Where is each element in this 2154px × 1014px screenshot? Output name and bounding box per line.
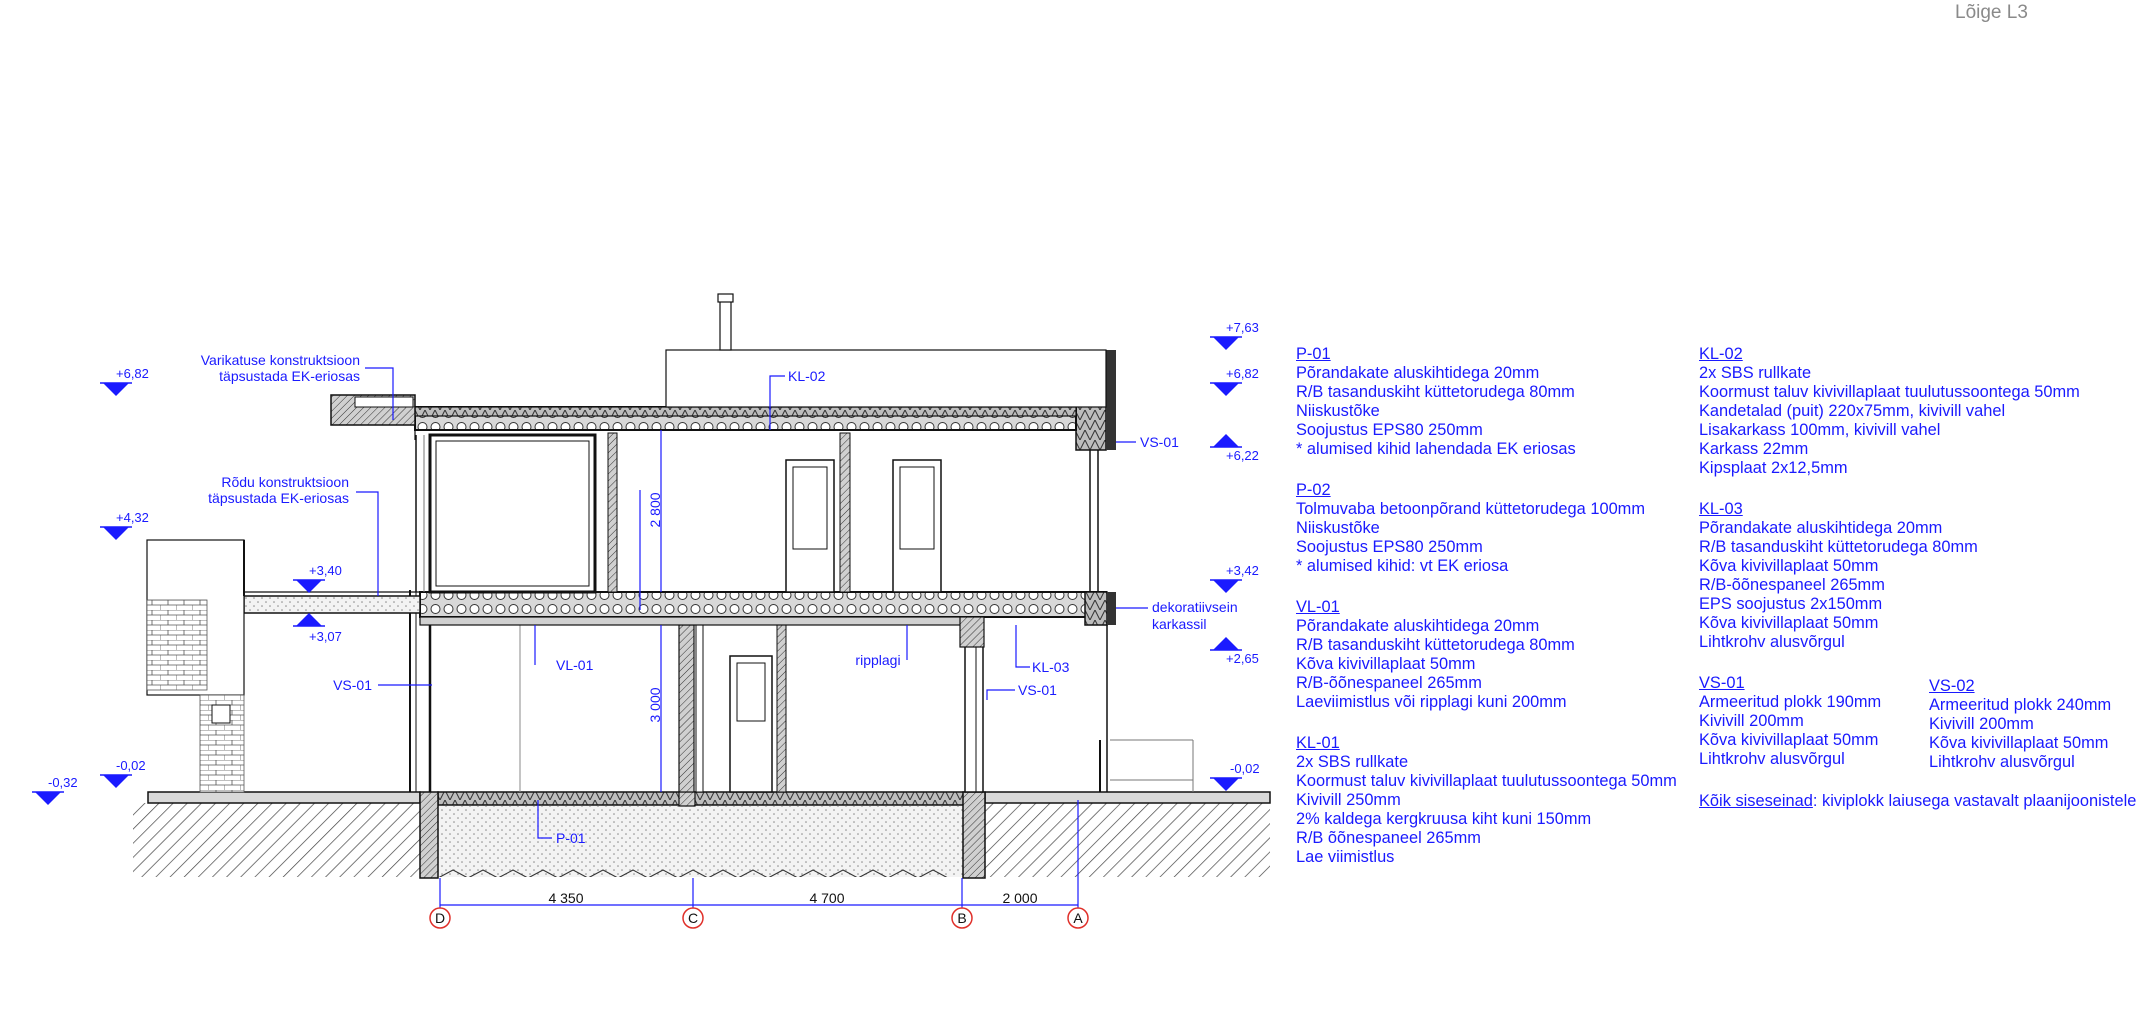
- dim-height-lower: 3 000: [647, 687, 663, 723]
- spec-block-kl-03: [1699, 500, 2080, 652]
- svg-text:D: D: [434, 910, 446, 926]
- callout-decor-1: dekoratiivsein: [1152, 599, 1238, 615]
- spec-line: Kõva kivivillaplaat 50mm: [1699, 731, 1879, 749]
- spec-line: * alumised kihid: vt EK eriosa: [1296, 557, 1509, 575]
- exterior-paving-left: [148, 792, 420, 803]
- spec-line: Koormust taluv kivivillaplaat tuulutussoontega 50mm: [1699, 383, 2080, 401]
- svg-text:-0,32: -0,32: [48, 775, 78, 790]
- balcony-slab: [244, 596, 420, 613]
- spec-line: Kivivill 250mm: [1296, 791, 1401, 809]
- grid-axis-b: [952, 908, 972, 928]
- grid-axis-a: [1068, 908, 1088, 928]
- ground-slab-p01: [438, 792, 964, 805]
- spec-line: R/B tasanduskiht küttetorudega 80mm: [1699, 538, 1978, 556]
- spec-line: R/B tasanduskiht küttetorudega 80mm: [1296, 636, 1575, 654]
- svg-text:-0,02: -0,02: [1230, 761, 1260, 776]
- spec-code: P-01: [1296, 345, 1331, 363]
- elevation-marker-763: [1210, 320, 1259, 350]
- spec-line: Põrandakate aluskihtidega 20mm: [1296, 364, 1540, 382]
- spec-line: Kivivill 200mm: [1929, 715, 2034, 733]
- svg-text:+6,82: +6,82: [1226, 366, 1259, 381]
- spec-column-1: [1296, 345, 1677, 889]
- dim-span-dc: 4 350: [548, 890, 584, 906]
- callout-decor-2: karkassil: [1152, 616, 1207, 632]
- spec-line: Soojustus EPS80 250mm: [1296, 421, 1483, 439]
- elevation-marker-balcony-340: [293, 563, 342, 593]
- spec-line: Lae viimistlus: [1296, 848, 1395, 866]
- spec-line: Laeviimistlus või ripplagi kuni 200mm: [1296, 693, 1567, 711]
- decor-wall-top: [1106, 350, 1116, 450]
- svg-text:+2,65: +2,65: [1226, 651, 1259, 666]
- svg-text:+3,42: +3,42: [1226, 563, 1259, 578]
- spec-line: Kandetalad (puit) 220x75mm, kivivill vahel: [1699, 402, 2006, 420]
- elevation-marker-342: [1210, 563, 1259, 593]
- spec-code: VS-02: [1929, 677, 1975, 695]
- dim-span-ba: 2 000: [1002, 890, 1038, 906]
- sheet-title: Lõige L3: [1955, 2, 2028, 23]
- elevation-marker-left-682: [100, 366, 149, 396]
- callout-canopy-1: Varikatuse konstruktsioon: [200, 352, 360, 368]
- spec-line: Kipsplaat 2x12,5mm: [1699, 459, 1848, 477]
- spec-line: Koormust taluv kivivillaplaat tuulutussoontega 50mm: [1296, 772, 1677, 790]
- elevation-marker-left-002: [100, 758, 146, 788]
- callout-vl01: VL-01: [556, 657, 594, 673]
- elevation-marker-left-032: [32, 775, 78, 805]
- ceiling-ripplagi: [420, 617, 980, 625]
- beam-b: [960, 617, 984, 647]
- spec-line: 2x SBS rullkate: [1296, 753, 1409, 771]
- spec-code: P-02: [1296, 481, 1331, 499]
- wall-upper-1: [608, 433, 617, 592]
- spec-line: R/B tasanduskiht küttetorudega 80mm: [1296, 383, 1575, 401]
- spec-column-3: [1929, 677, 2111, 794]
- svg-text:C: C: [687, 910, 699, 926]
- roof-insulation: [415, 407, 1076, 416]
- dim-span-cb: 4 700: [809, 890, 845, 906]
- callout-kl03: KL-03: [1032, 659, 1070, 675]
- callout-kl02: KL-02: [788, 368, 826, 384]
- svg-text:B: B: [957, 910, 967, 926]
- callout-balcony-2: täpsustada EK-eriosas: [208, 490, 349, 506]
- ground-hatch: [133, 803, 1270, 878]
- floor-slab-vl01: [420, 592, 1106, 617]
- kl03-insulation: [1085, 592, 1107, 625]
- chimney: [720, 300, 731, 350]
- spec-code: KL-02: [1699, 345, 1743, 363]
- spec-block-vl-01: [1296, 598, 1677, 712]
- elevation-marker-622: [1210, 434, 1259, 463]
- spec-line: Niiskustõke: [1296, 402, 1380, 420]
- callout-ripplagi: ripplagi: [855, 652, 901, 668]
- elevation-marker-balcony-307: [293, 613, 342, 644]
- spec-line: Lihtkrohv alusvõrgul: [1699, 750, 1845, 768]
- spec-block-kl-01: [1296, 734, 1677, 867]
- spec-line: Niiskustõke: [1296, 519, 1380, 537]
- internal-walls-note-code: Kõik siseseinad: [1699, 792, 1813, 810]
- spec-code: VS-01: [1699, 674, 1745, 692]
- spec-code: KL-01: [1296, 734, 1340, 752]
- wall-ground-3: [777, 625, 786, 792]
- callout-canopy-2: täpsustada EK-eriosas: [219, 368, 360, 384]
- svg-text:+6,22: +6,22: [1226, 448, 1259, 463]
- spec-line: Kõva kivivillaplaat 50mm: [1699, 557, 1879, 575]
- elevation-marker-682: [1210, 366, 1259, 396]
- spec-block-kl-02: [1699, 345, 2080, 478]
- internal-walls-note-text: : kiviplokk laiusega vastavalt plaanijoonistele: [1812, 792, 2137, 810]
- spec-line: Tolmuvaba betoonpõrand küttetorudega 100mm: [1296, 500, 1645, 518]
- wall-b-ground: [965, 625, 983, 792]
- spec-block-p-01: [1296, 345, 1677, 459]
- spec-line: R/B õõnespaneel 265mm: [1296, 829, 1481, 847]
- door-ground: [730, 656, 772, 792]
- spec-line: Kõva kivivillaplaat 50mm: [1929, 734, 2109, 752]
- svg-text:+3,40: +3,40: [309, 563, 342, 578]
- spec-line: Kõva kivivillaplaat 50mm: [1699, 614, 1879, 632]
- wall-upper-2: [840, 433, 850, 592]
- spec-block-p-02: [1296, 481, 1677, 576]
- spec-line: 2% kaldega kergkruusa kiht kuni 150mm: [1296, 810, 1592, 828]
- spec-line: Armeeritud plokk 190mm: [1699, 693, 1882, 711]
- spec-line: Lisakarkass 100mm, kivivill vahel: [1699, 421, 1941, 439]
- spec-line: Kivivill 200mm: [1699, 712, 1804, 730]
- grid-axis-c: [683, 908, 703, 928]
- svg-text:+3,07: +3,07: [309, 629, 342, 644]
- callout-vs01-top: VS-01: [1140, 434, 1179, 450]
- spec-line: Karkass 22mm: [1699, 440, 1809, 458]
- elevation-marker-265: [1210, 637, 1259, 666]
- spec-line: Kõva kivivillaplaat 50mm: [1296, 655, 1476, 673]
- svg-text:A: A: [1073, 910, 1083, 926]
- spec-line: R/B-õõnespaneel 265mm: [1699, 576, 1885, 594]
- foundation-d: [420, 792, 438, 878]
- wall-ground-2: [696, 625, 703, 792]
- spec-code: VL-01: [1296, 598, 1340, 616]
- svg-text:+6,82: +6,82: [116, 366, 149, 381]
- svg-text:-0,02: -0,02: [116, 758, 146, 773]
- spec-line: Põrandakate aluskihtidega 20mm: [1699, 519, 1943, 537]
- callout-vs01-left: VS-01: [333, 677, 372, 693]
- wall-c-ground: [679, 625, 694, 792]
- internal-walls-note: [1699, 792, 2136, 811]
- grid-axis-d: [430, 908, 450, 928]
- spec-line: Soojustus EPS80 250mm: [1296, 538, 1483, 556]
- callout-vs01-mid: VS-01: [1018, 682, 1057, 698]
- foundation-c: [679, 792, 695, 806]
- elevation-marker-left-432: [100, 510, 149, 540]
- svg-text:+7,63: +7,63: [1226, 320, 1259, 335]
- spec-line: R/B-õõnespaneel 265mm: [1296, 674, 1482, 692]
- elevation-marker-002-right: [1210, 761, 1260, 791]
- spec-line: Armeeritud plokk 240mm: [1929, 696, 2112, 714]
- spec-line: * alumised kihid lahendada EK eriosas: [1296, 440, 1576, 458]
- spec-line: Lihtkrohv alusvõrgul: [1929, 753, 2075, 771]
- decor-wall: [1107, 592, 1116, 625]
- foundation-b: [963, 792, 985, 878]
- spec-line: Lihtkrohv alusvõrgul: [1699, 633, 1845, 651]
- spec-line: 2x SBS rullkate: [1699, 364, 1812, 382]
- spec-line: Põrandakate aluskihtidega 20mm: [1296, 617, 1540, 635]
- window-upper: [430, 435, 595, 592]
- spec-code: KL-03: [1699, 500, 1743, 518]
- callout-p01: P-01: [556, 830, 586, 846]
- exterior-paving-right: [985, 792, 1270, 803]
- callout-balcony-1: Rõdu konstruktsioon: [221, 474, 349, 490]
- spec-block-vs-02: [1929, 677, 2111, 772]
- spec-line: EPS soojustus 2x150mm: [1699, 595, 1883, 613]
- parapet-box: [666, 350, 1106, 407]
- dim-height-upper: 2 800: [647, 492, 663, 528]
- svg-text:+4,32: +4,32: [116, 510, 149, 525]
